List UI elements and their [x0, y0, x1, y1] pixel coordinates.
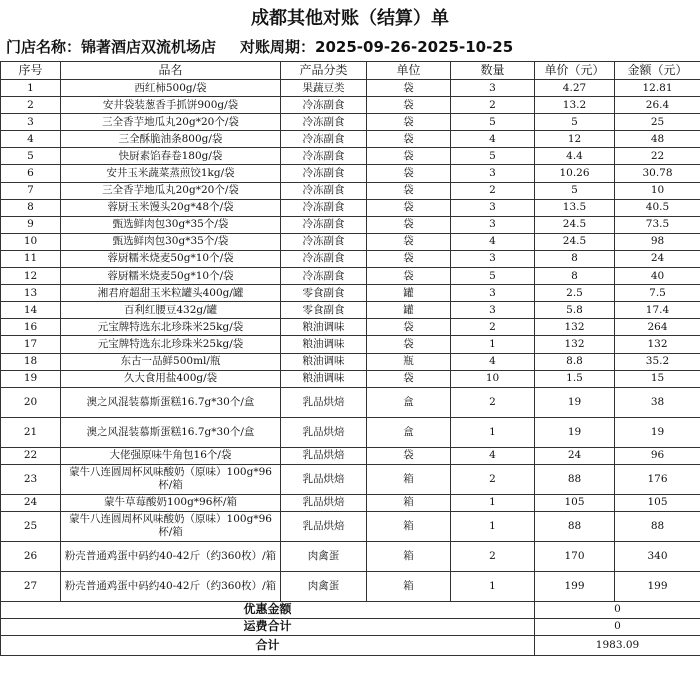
cell-category: 乳品烘焙: [281, 511, 367, 541]
cell-price: 88: [535, 511, 615, 541]
discount-label: 优惠金额: [1, 601, 535, 618]
cell-unit: 箱: [367, 541, 451, 571]
cell-amount: 15: [615, 370, 700, 387]
total-label: 合计: [1, 635, 535, 655]
cell-amount: 26.4: [615, 97, 700, 114]
table-row: [1, 387, 700, 417]
cell-price: 170: [535, 541, 615, 571]
cell-price: 132: [535, 319, 615, 336]
cell-amount: 176: [615, 464, 700, 494]
cell-amount: 105: [615, 494, 700, 511]
cell-no: 6: [1, 165, 61, 182]
cell-price: 13.5: [535, 199, 615, 216]
cell-unit: 罐: [367, 302, 451, 319]
cell-unit: 袋: [367, 97, 451, 114]
cell-name: 蓉厨糯米烧麦50g*10个/袋: [61, 268, 281, 285]
column-header-name: 品名: [61, 62, 281, 80]
cell-qty: 5: [451, 268, 535, 285]
cell-unit: 箱: [367, 571, 451, 601]
table-row: [1, 97, 700, 114]
table-row: [1, 268, 700, 285]
freight-value: 0: [535, 618, 700, 635]
table-row: [1, 370, 700, 387]
cell-amount: 10: [615, 182, 700, 199]
freight-row: [1, 618, 700, 635]
cell-amount: 40.5: [615, 199, 700, 216]
cell-amount: 340: [615, 541, 700, 571]
cell-unit: 袋: [367, 268, 451, 285]
table-row: [1, 417, 700, 447]
cell-category: 冷冻副食: [281, 165, 367, 182]
cell-no: 24: [1, 494, 61, 511]
cell-name: 安井袋装葱香手抓饼900g/袋: [61, 97, 281, 114]
table-row: [1, 285, 700, 302]
cell-unit: 盒: [367, 387, 451, 417]
cell-qty: 3: [451, 165, 535, 182]
cell-category: 冷冻副食: [281, 182, 367, 199]
cell-no: 16: [1, 319, 61, 336]
period-label: 对账周期：: [240, 38, 316, 56]
cell-qty: 3: [451, 285, 535, 302]
cell-unit: 袋: [367, 165, 451, 182]
freight-label: 运费合计: [1, 618, 535, 635]
cell-name: 久大食用盐400g/袋: [61, 370, 281, 387]
table-row: [1, 131, 700, 148]
table-row: [1, 353, 700, 370]
cell-category: 乳品烘焙: [281, 417, 367, 447]
cell-name: 快厨素馅春卷180g/袋: [61, 148, 281, 165]
store-label: 门店名称：: [6, 38, 82, 56]
cell-name: 粉壳普通鸡蛋中码约40-42斤（约360枚）/箱: [61, 571, 281, 601]
cell-unit: 瓶: [367, 353, 451, 370]
cell-price: 8: [535, 250, 615, 267]
cell-qty: 2: [451, 387, 535, 417]
cell-price: 5: [535, 114, 615, 131]
cell-price: 8: [535, 268, 615, 285]
cell-category: 粮油调味: [281, 336, 367, 353]
cell-category: 肉禽蛋: [281, 571, 367, 601]
cell-no: 2: [1, 97, 61, 114]
cell-qty: 3: [451, 199, 535, 216]
column-header-price: 单价（元）: [535, 62, 615, 80]
cell-name: 蓉厨玉米馒头20g*48个/袋: [61, 199, 281, 216]
cell-qty: 2: [451, 182, 535, 199]
cell-no: 1: [1, 80, 61, 97]
cell-unit: 袋: [367, 148, 451, 165]
table-row: [1, 250, 700, 267]
cell-qty: 1: [451, 494, 535, 511]
statement-header: [6, 34, 696, 60]
cell-category: 冷冻副食: [281, 199, 367, 216]
cell-name: 甄选鲜肉包30g*35个/袋: [61, 233, 281, 250]
cell-amount: 264: [615, 319, 700, 336]
cell-unit: 袋: [367, 114, 451, 131]
discount-row: [1, 601, 700, 618]
cell-no: 11: [1, 250, 61, 267]
cell-amount: 88: [615, 511, 700, 541]
cell-amount: 7.5: [615, 285, 700, 302]
cell-qty: 2: [451, 541, 535, 571]
cell-amount: 73.5: [615, 216, 700, 233]
cell-name: 蓉厨糯米烧麦50g*10个/袋: [61, 250, 281, 267]
cell-amount: 98: [615, 233, 700, 250]
cell-name: 元宝牌特选东北珍珠米25kg/袋: [61, 319, 281, 336]
cell-category: 零食副食: [281, 285, 367, 302]
cell-amount: 199: [615, 571, 700, 601]
cell-unit: 箱: [367, 494, 451, 511]
table-row: [1, 494, 700, 511]
cell-name: 大佬强原味牛角包16个/袋: [61, 447, 281, 464]
cell-price: 19: [535, 387, 615, 417]
column-header-qty: 数量: [451, 62, 535, 80]
cell-category: 粮油调味: [281, 319, 367, 336]
cell-name: 安井玉米蔬菜蒸煎饺1kg/袋: [61, 165, 281, 182]
cell-price: 132: [535, 336, 615, 353]
table-row: [1, 148, 700, 165]
cell-no: 20: [1, 387, 61, 417]
cell-no: 13: [1, 285, 61, 302]
table-row: [1, 336, 700, 353]
table-row: [1, 571, 700, 601]
cell-category: 零食副食: [281, 302, 367, 319]
cell-name: 澳之风混装慕斯蛋糕16.7g*30个/盒: [61, 417, 281, 447]
cell-unit: 袋: [367, 182, 451, 199]
cell-no: 10: [1, 233, 61, 250]
cell-category: 冷冻副食: [281, 148, 367, 165]
cell-unit: 袋: [367, 199, 451, 216]
table-row: [1, 511, 700, 541]
cell-category: 冷冻副食: [281, 216, 367, 233]
statement-table: [0, 61, 700, 656]
cell-no: 4: [1, 131, 61, 148]
cell-price: 4.4: [535, 148, 615, 165]
total-value: 1983.09: [535, 635, 700, 655]
cell-amount: 19: [615, 417, 700, 447]
cell-qty: 1: [451, 336, 535, 353]
cell-category: 冷冻副食: [281, 233, 367, 250]
cell-amount: 24: [615, 250, 700, 267]
cell-unit: 袋: [367, 336, 451, 353]
cell-name: 澳之风混装慕斯蛋糕16.7g*30个/盒: [61, 387, 281, 417]
cell-no: 9: [1, 216, 61, 233]
cell-price: 1.5: [535, 370, 615, 387]
cell-price: 199: [535, 571, 615, 601]
column-header-category: 产品分类: [281, 62, 367, 80]
cell-qty: 3: [451, 250, 535, 267]
cell-qty: 1: [451, 511, 535, 541]
cell-category: 乳品烘焙: [281, 464, 367, 494]
cell-qty: 10: [451, 370, 535, 387]
cell-name: 三全酥脆油条800g/袋: [61, 131, 281, 148]
cell-unit: 袋: [367, 233, 451, 250]
cell-amount: 30.78: [615, 165, 700, 182]
cell-category: 粮油调味: [281, 353, 367, 370]
table-row: [1, 216, 700, 233]
total-row: [1, 635, 700, 655]
cell-qty: 2: [451, 319, 535, 336]
cell-price: 5: [535, 182, 615, 199]
cell-price: 13.2: [535, 97, 615, 114]
page-title: 成都其他对账（结算）单: [251, 8, 449, 29]
cell-name: 蒙牛八连圆周杯风味酸奶（原味）100g*96杯/箱: [61, 511, 281, 541]
cell-qty: 3: [451, 302, 535, 319]
cell-no: 25: [1, 511, 61, 541]
cell-name: 东古一品鲜500ml/瓶: [61, 353, 281, 370]
cell-price: 4.27: [535, 80, 615, 97]
cell-no: 17: [1, 336, 61, 353]
cell-amount: 38: [615, 387, 700, 417]
cell-unit: 袋: [367, 370, 451, 387]
cell-name: 粉壳普通鸡蛋中码约40-42斤（约360枚）/箱: [61, 541, 281, 571]
cell-amount: 12.81: [615, 80, 700, 97]
cell-price: 24: [535, 447, 615, 464]
cell-amount: 96: [615, 447, 700, 464]
cell-amount: 25: [615, 114, 700, 131]
cell-qty: 4: [451, 233, 535, 250]
cell-price: 8.8: [535, 353, 615, 370]
cell-unit: 袋: [367, 250, 451, 267]
cell-price: 105: [535, 494, 615, 511]
table-row: [1, 114, 700, 131]
cell-qty: 4: [451, 353, 535, 370]
cell-category: 乳品烘焙: [281, 387, 367, 417]
cell-amount: 132: [615, 336, 700, 353]
table-header-row: [1, 62, 700, 80]
cell-amount: 48: [615, 131, 700, 148]
cell-price: 19: [535, 417, 615, 447]
cell-category: 肉禽蛋: [281, 541, 367, 571]
cell-name: 百利红腰豆432g/罐: [61, 302, 281, 319]
table-row: [1, 541, 700, 571]
table-row: [1, 464, 700, 494]
cell-no: 23: [1, 464, 61, 494]
cell-qty: 1: [451, 417, 535, 447]
discount-value: 0: [535, 601, 700, 618]
cell-amount: 17.4: [615, 302, 700, 319]
cell-name: 甄选鲜肉包30g*35个/袋: [61, 216, 281, 233]
cell-no: 18: [1, 353, 61, 370]
cell-qty: 2: [451, 464, 535, 494]
cell-price: 12: [535, 131, 615, 148]
cell-no: 3: [1, 114, 61, 131]
cell-category: 乳品烘焙: [281, 494, 367, 511]
table-row: [1, 233, 700, 250]
cell-amount: 22: [615, 148, 700, 165]
cell-price: 88: [535, 464, 615, 494]
cell-category: 冷冻副食: [281, 131, 367, 148]
cell-category: 乳品烘焙: [281, 447, 367, 464]
cell-category: 冷冻副食: [281, 114, 367, 131]
cell-price: 5.8: [535, 302, 615, 319]
cell-no: 8: [1, 199, 61, 216]
cell-qty: 2: [451, 97, 535, 114]
cell-category: 冷冻副食: [281, 97, 367, 114]
table-row: [1, 447, 700, 464]
cell-qty: 4: [451, 131, 535, 148]
table-row: [1, 80, 700, 97]
cell-no: 21: [1, 417, 61, 447]
cell-unit: 盒: [367, 417, 451, 447]
table-row: [1, 302, 700, 319]
cell-qty: 3: [451, 80, 535, 97]
cell-no: 27: [1, 571, 61, 601]
table-row: [1, 319, 700, 336]
column-header-no: 序号: [1, 62, 61, 80]
cell-no: 14: [1, 302, 61, 319]
cell-unit: 袋: [367, 216, 451, 233]
cell-name: 元宝牌特选东北珍珠米25kg/袋: [61, 336, 281, 353]
cell-no: 26: [1, 541, 61, 571]
cell-name: 西红柿500g/袋: [61, 80, 281, 97]
cell-category: 粮油调味: [281, 370, 367, 387]
cell-unit: 袋: [367, 80, 451, 97]
cell-no: 19: [1, 370, 61, 387]
cell-name: 三全香芋地瓜丸20g*20个/袋: [61, 182, 281, 199]
cell-unit: 袋: [367, 319, 451, 336]
cell-qty: 4: [451, 447, 535, 464]
cell-no: 12: [1, 268, 61, 285]
cell-qty: 3: [451, 216, 535, 233]
table-body: [1, 80, 700, 602]
cell-price: 24.5: [535, 216, 615, 233]
column-header-unit: 单位: [367, 62, 451, 80]
cell-qty: 1: [451, 571, 535, 601]
cell-name: 蒙牛八连圆周杯风味酸奶（原味）100g*96杯/箱: [61, 464, 281, 494]
cell-unit: 罐: [367, 285, 451, 302]
cell-qty: 5: [451, 148, 535, 165]
column-header-amount: 金额（元）: [615, 62, 700, 80]
cell-price: 10.26: [535, 165, 615, 182]
cell-name: 三全香芋地瓜丸20g*20个/袋: [61, 114, 281, 131]
cell-price: 24.5: [535, 233, 615, 250]
table-row: [1, 165, 700, 182]
cell-category: 果蔬豆类: [281, 80, 367, 97]
cell-qty: 5: [451, 114, 535, 131]
cell-unit: 袋: [367, 447, 451, 464]
store-name: 锦著酒店双流机场店: [81, 38, 217, 56]
cell-price: 2.5: [535, 285, 615, 302]
period-value: 2025-09-26-2025-10-25: [315, 38, 514, 56]
cell-no: 22: [1, 447, 61, 464]
table-row: [1, 182, 700, 199]
cell-unit: 袋: [367, 131, 451, 148]
cell-unit: 箱: [367, 511, 451, 541]
cell-no: 7: [1, 182, 61, 199]
cell-unit: 箱: [367, 464, 451, 494]
cell-amount: 40: [615, 268, 700, 285]
cell-no: 5: [1, 148, 61, 165]
cell-amount: 35.2: [615, 353, 700, 370]
cell-category: 冷冻副食: [281, 250, 367, 267]
table-row: [1, 199, 700, 216]
cell-category: 冷冻副食: [281, 268, 367, 285]
cell-name: 湘君府超甜玉米粒罐头400g/罐: [61, 285, 281, 302]
cell-name: 蒙牛草莓酸奶100g*96杯/箱: [61, 494, 281, 511]
